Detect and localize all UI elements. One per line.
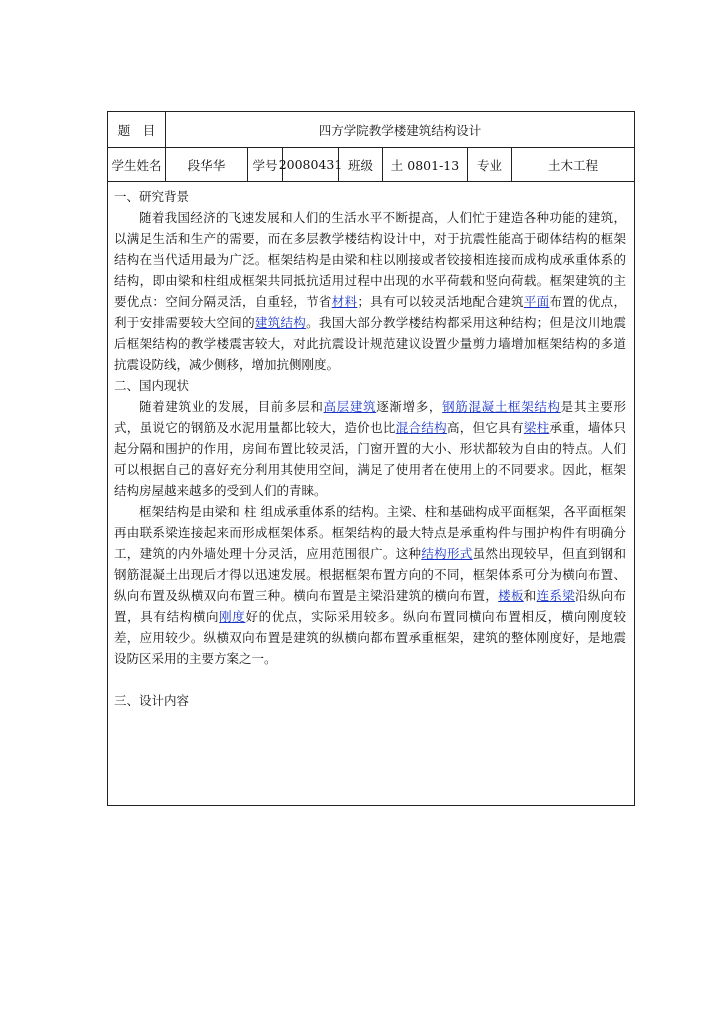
research-background-paragraph (114, 207, 626, 375)
class-value: 土 0801-13 (383, 148, 468, 181)
proposal-form (107, 111, 635, 806)
paragraph-text: 承重，墙体只起分隔和围护的作用，房间布置比较灵活，门窗开置的大小、形状都较为自由的特点。人们可以根据自己的喜好充分利用其使用空间，满足了使用者在使用上的不同要求。因此，框架结构房屋越来越多的受到人们的青睐。 (114, 420, 626, 498)
title-label: 题 目 (108, 112, 166, 147)
paragraph-text: 布置的优点，利于安排需要较大空间的 (114, 294, 626, 330)
term-link[interactable]: 平面 (523, 294, 550, 309)
paragraph-text: 框架结构是由梁和 柱 组成承重体系的结构。主梁、柱和基础构成平面框架，各平面框架再由联系梁连接起来而形成框架体系。框架结构的最大特点是承重构件与围护构件有明确分工，建筑的内外墙处理十分灵活，应用范围很广。这种 (114, 504, 626, 561)
major-value: 土木工程 (547, 157, 598, 173)
paragraph-text: 随着建筑业的发展，目前多层和 (139, 399, 324, 414)
major-label: 专业 (468, 148, 512, 181)
term-link[interactable]: 钢筋混凝土框架结构 (442, 399, 561, 414)
paragraph-text: 好的优点，实际采用较多。纵向布置同横向布置相反，横向刚度较差，应用较少。纵横双向布置是建筑的纵横向都布置承重框架，建筑的整体刚度好，是地震设防区采用的主要方案之一。 (114, 609, 626, 666)
paragraph-text: 是其主要形式，虽说它的钢筋及水泥用量都比较大，造价也比 (114, 399, 626, 435)
term-link[interactable]: 建筑结构 (254, 315, 307, 330)
spacer (114, 669, 626, 690)
paragraph-text: 逐渐增多， (376, 399, 443, 414)
paragraph-text: ；具有可以较灵活地配合建筑 (357, 294, 524, 309)
paragraph-text: 和 (523, 588, 537, 603)
paragraph-text: 沿纵向布置，具有结构横向 (114, 588, 626, 624)
term-link[interactable]: 连系梁 (536, 588, 576, 603)
paragraph-text: 高，但它具有 (446, 420, 524, 435)
term-link[interactable]: 高层建筑 (323, 399, 377, 414)
proposal-body (108, 182, 634, 805)
term-link[interactable]: 结构形式 (421, 546, 473, 561)
term-link[interactable]: 混合结构 (395, 420, 447, 435)
name-label: 学生姓名 (108, 148, 166, 181)
id-value: 20080431 (283, 148, 339, 181)
domestic-status-paragraph-1 (114, 396, 626, 501)
id-label: 学号 (248, 148, 283, 181)
term-link[interactable]: 梁柱 (523, 420, 550, 435)
paragraph-text: 。我国大部分教学楼结构都采用这种结构；但是汶川地震后框架结构的教学楼震害较大，对此抗震设计规范建议设置少量剪力墙增加框架结构的多道抗震设防线，减少侧移，增加抗侧刚度。 (114, 315, 626, 372)
title-row (108, 112, 634, 148)
title-value: 四方学院教学楼建筑结构设计 (318, 122, 482, 138)
paragraph-text: 随着我国经济的飞速发展和人们的生活水平不断提高，人们忙于建造各种功能的建筑，以满足生活和生产的需要，而在多层教学楼结构设计中，对于抗震性能高于砌体结构的框架结构在当代适用最为广泛。框架结构是由梁和柱以刚接或者铰接相连接而成构成承重体系的结构，即由梁和柱组成框架共同抵抗适用过程中出现的水平荷载和竖向荷载。框架建筑的主要优点：空间分隔灵活，自重轻，节省 (114, 210, 626, 309)
section-heading-design-content: 三、设计内容 (114, 693, 190, 708)
section-heading-domestic-status: 二、国内现状 (114, 378, 190, 393)
term-link[interactable]: 刚度 (219, 609, 246, 624)
student-info-row (108, 148, 634, 182)
name-value: 段华华 (166, 148, 248, 181)
term-link[interactable]: 材料 (331, 294, 358, 309)
paragraph-text: 虽然出现较早，但直到钢和钢筋混凝土出现后才得以迅速发展。根据框架布置方向的不同，框架体系可分为横向布置、纵向布置及纵横双向布置三种。横向布置是主梁沿建筑的横向布置， (114, 546, 626, 603)
section-heading-research-background: 一、研究背景 (114, 189, 190, 204)
class-label: 班级 (339, 148, 383, 181)
term-link[interactable]: 楼板 (498, 588, 524, 603)
domestic-status-paragraph-2 (114, 501, 626, 669)
